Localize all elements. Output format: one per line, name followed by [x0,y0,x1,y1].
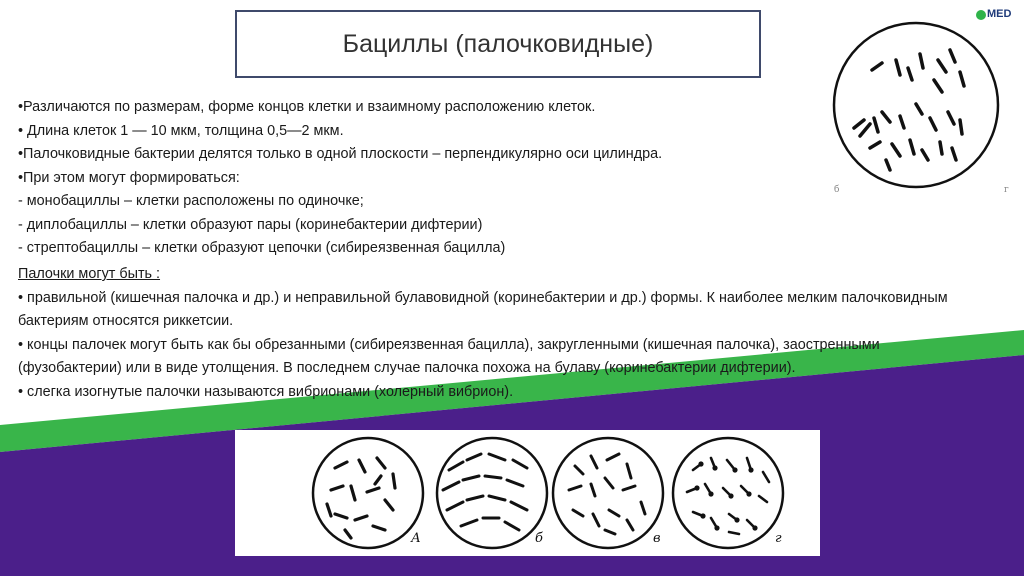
figure-mark-g: г [1004,185,1009,195]
figure-label-g: г [775,531,782,546]
bacilli-four-circles-drawing [235,430,820,556]
section-heading: Палочки могут быть : [18,266,161,282]
bullet-line: •Палочковидные бактерии делятся только в одной плоскости – перпендикулярно оси цилиндра. [18,146,663,162]
med-logo-icon [972,8,1020,48]
bullet-line: - диплобациллы – клетки образуют пары (коринебактерии дифтерии) [18,216,483,233]
bullet-paragraph: • правильной (кишечная палочка и др.) и неправильной булавовидной (коринебактерии и др.) формы. К наиболее мелким палочковидным бактериям относятся риккетсии. [18,289,948,329]
bullet-line: • Длина клеток 1 — 10 мкм, толщина 0,5—2 мкм. [18,122,344,139]
bacilli-figure-bottom [235,430,820,556]
figure-label-a: А [411,531,421,546]
logo-text: MED [987,8,1012,20]
bullet-line: - стрептобациллы – клетки образуют цепочки (сибиреязвенная бацилла) [18,240,506,256]
figure-mark-b: б [834,185,840,195]
bullet-paragraph: • концы палочек могут быть как бы обрезанными (сибиреязвенная бацилла), закругленными (кишечная палочка), заостренными (фузобактерии) или в виде утолщения. В последнем случае палочка похожа на булаву (коринебактерии дифтерии). [18,336,880,376]
bullet-line: •При этом могут формироваться: [18,169,240,186]
title-box [235,10,761,78]
logo-dot-icon [976,10,986,20]
bullet-paragraph: • слегка изогнутые палочки называются вибрионами (холерный вибрион). [18,383,514,400]
figure-label-b: б [535,531,543,546]
figure-label-v: в [653,531,661,546]
bullet-line: - монобациллы – клетки расположены по одиночке; [18,193,364,209]
page-title: Бациллы (палочковидные) [342,29,654,58]
bullet-line: •Различаются по размерам, форме концов клетки и взаимному расположению клеток. [18,99,596,115]
text-block-shapes [18,263,978,404]
text-block-main [18,96,818,261]
